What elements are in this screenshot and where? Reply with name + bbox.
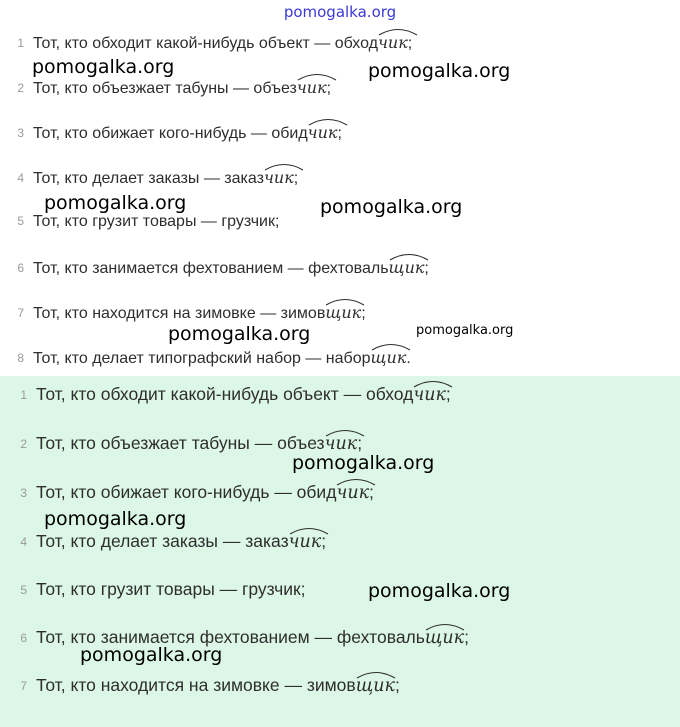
suffix-morpheme: [413, 385, 446, 405]
item-number: 1: [17, 36, 24, 50]
item-text: Тот, кто грузит товары — грузчик;: [33, 213, 280, 230]
item-number: 6: [20, 631, 27, 645]
item-number: 3: [17, 126, 24, 140]
item-punctuation: ;: [326, 80, 332, 97]
watermark: pomogalka.org: [368, 580, 511, 602]
item-number: 5: [17, 214, 24, 228]
suffix-text: чик: [263, 168, 294, 187]
suffix-arc-mark: [336, 477, 376, 486]
suffix-morpheme: [336, 483, 369, 503]
item-text: Тот, кто обходит какой-нибудь объект — обход: [36, 384, 414, 404]
item-number: 2: [20, 437, 27, 451]
item-number: 4: [20, 535, 27, 549]
list-item: [0, 675, 400, 696]
item-punctuation: ;: [464, 627, 470, 647]
suffix-text: чик: [377, 33, 408, 52]
watermark: pomogalka.org: [44, 508, 187, 530]
list-item: [0, 123, 342, 143]
item-punctuation: ;: [337, 125, 342, 142]
watermark: pomogalka.org: [44, 192, 187, 214]
list-item: [0, 213, 279, 231]
suffix-text: чик: [413, 385, 446, 405]
item-punctuation: ;: [424, 260, 429, 277]
watermark: pomogalka.org: [368, 60, 511, 82]
suffix-morpheme: [325, 303, 361, 322]
suffix-text: чик: [324, 434, 358, 454]
list-item: [0, 78, 331, 98]
item-number: 3: [20, 486, 27, 500]
item-text: Тот, кто занимается фехтованием — фехтоваль: [33, 260, 389, 277]
list-item: [0, 33, 412, 53]
item-punctuation: ;: [293, 170, 299, 187]
suffix-arc-mark: [297, 72, 337, 81]
list-item: [0, 579, 306, 600]
item-punctuation: ;: [321, 531, 327, 551]
item-text: Тот, кто обижает кого-нибудь — обид: [36, 482, 337, 502]
list-item: [0, 482, 374, 503]
item-number: 2: [17, 81, 24, 95]
suffix-arc-mark: [378, 27, 418, 36]
item-number: 7: [20, 679, 27, 693]
suffix-arc-mark: [325, 297, 365, 306]
watermark: pomogalka.org: [320, 196, 463, 218]
item-number: 4: [17, 171, 24, 185]
site-link[interactable]: pomogalka.org: [283, 3, 397, 21]
list-item: [0, 168, 298, 188]
suffix-text: щик: [388, 258, 425, 277]
suffix-text: чик: [307, 123, 338, 142]
item-text: Тот, кто объезжает табуны — объез: [36, 433, 325, 453]
item-text: Тот, кто находится на зимовке — зимов: [33, 305, 326, 322]
suffix-morpheme: [264, 168, 294, 187]
watermark: pomogalka.org: [416, 323, 514, 338]
suffix-text: чик: [336, 483, 370, 503]
suffix-morpheme: [325, 434, 358, 454]
suffix-morpheme: [389, 258, 425, 277]
list-item: [0, 348, 411, 368]
watermark: pomogalka.org: [80, 644, 223, 666]
suffix-morpheme: [425, 628, 464, 648]
item-punctuation: ;: [407, 35, 413, 52]
suffix-morpheme: [371, 348, 407, 367]
suffix-text: щик: [325, 303, 362, 322]
suffix-arc-mark: [308, 117, 348, 126]
item-punctuation: ;: [361, 305, 366, 322]
item-text: Тот, кто делает заказы — заказ: [36, 531, 289, 551]
item-text: Тот, кто обходит какой-нибудь объект — обход: [33, 35, 378, 52]
list-item: [0, 531, 326, 552]
item-text: Тот, кто грузит товары — грузчик;: [36, 579, 306, 599]
list-item: [0, 258, 429, 278]
suffix-morpheme: [308, 123, 338, 142]
item-punctuation: ;: [369, 482, 374, 502]
item-text: Тот, кто обижает кого-нибудь — обид: [33, 125, 308, 142]
suffix-arc-mark: [289, 526, 329, 535]
suffix-arc-mark: [389, 252, 429, 261]
suffix-arc-mark: [325, 428, 365, 437]
item-text: Тот, кто занимается фехтованием — фехтоваль: [36, 627, 425, 647]
suffix-morpheme: [356, 676, 395, 696]
suffix-arc-mark: [413, 379, 453, 388]
suffix-arc-mark: [371, 342, 411, 351]
list-item: [0, 433, 362, 454]
item-number: 6: [17, 261, 24, 275]
list-item: [0, 627, 469, 648]
item-text: Тот, кто делает типографский набор — набор: [33, 350, 371, 367]
item-text: Тот, кто объезжает табуны — объез: [33, 80, 297, 97]
suffix-text: щик: [370, 348, 407, 367]
watermark: pomogalka.org: [168, 323, 311, 345]
suffix-morpheme: [289, 532, 322, 552]
suffix-text: щик: [355, 676, 395, 696]
suffix-text: щик: [424, 628, 465, 648]
suffix-arc-mark: [356, 670, 396, 679]
item-punctuation: ;: [394, 675, 400, 695]
item-number: 7: [17, 306, 24, 320]
item-text: Тот, кто находится на зимовке — зимов: [36, 675, 356, 695]
list-item: [0, 384, 451, 405]
item-number: 8: [17, 351, 24, 365]
item-punctuation: ;: [445, 384, 451, 404]
list-item: [0, 303, 366, 323]
suffix-text: чик: [296, 78, 327, 97]
suffix-arc-mark: [264, 162, 304, 171]
suffix-arc-mark: [425, 622, 465, 631]
item-number: 5: [20, 583, 27, 597]
watermark: pomogalka.org: [292, 452, 435, 474]
suffix-text: чик: [288, 532, 322, 552]
suffix-morpheme: [297, 78, 327, 97]
watermark: pomogalka.org: [32, 56, 175, 78]
item-number: 1: [20, 388, 27, 402]
item-punctuation: ;: [357, 433, 363, 453]
suffix-morpheme: [378, 33, 408, 52]
item-punctuation: .: [406, 350, 411, 367]
word-list-highlighted: [0, 376, 680, 727]
item-text: Тот, кто делает заказы — заказ: [33, 170, 264, 187]
